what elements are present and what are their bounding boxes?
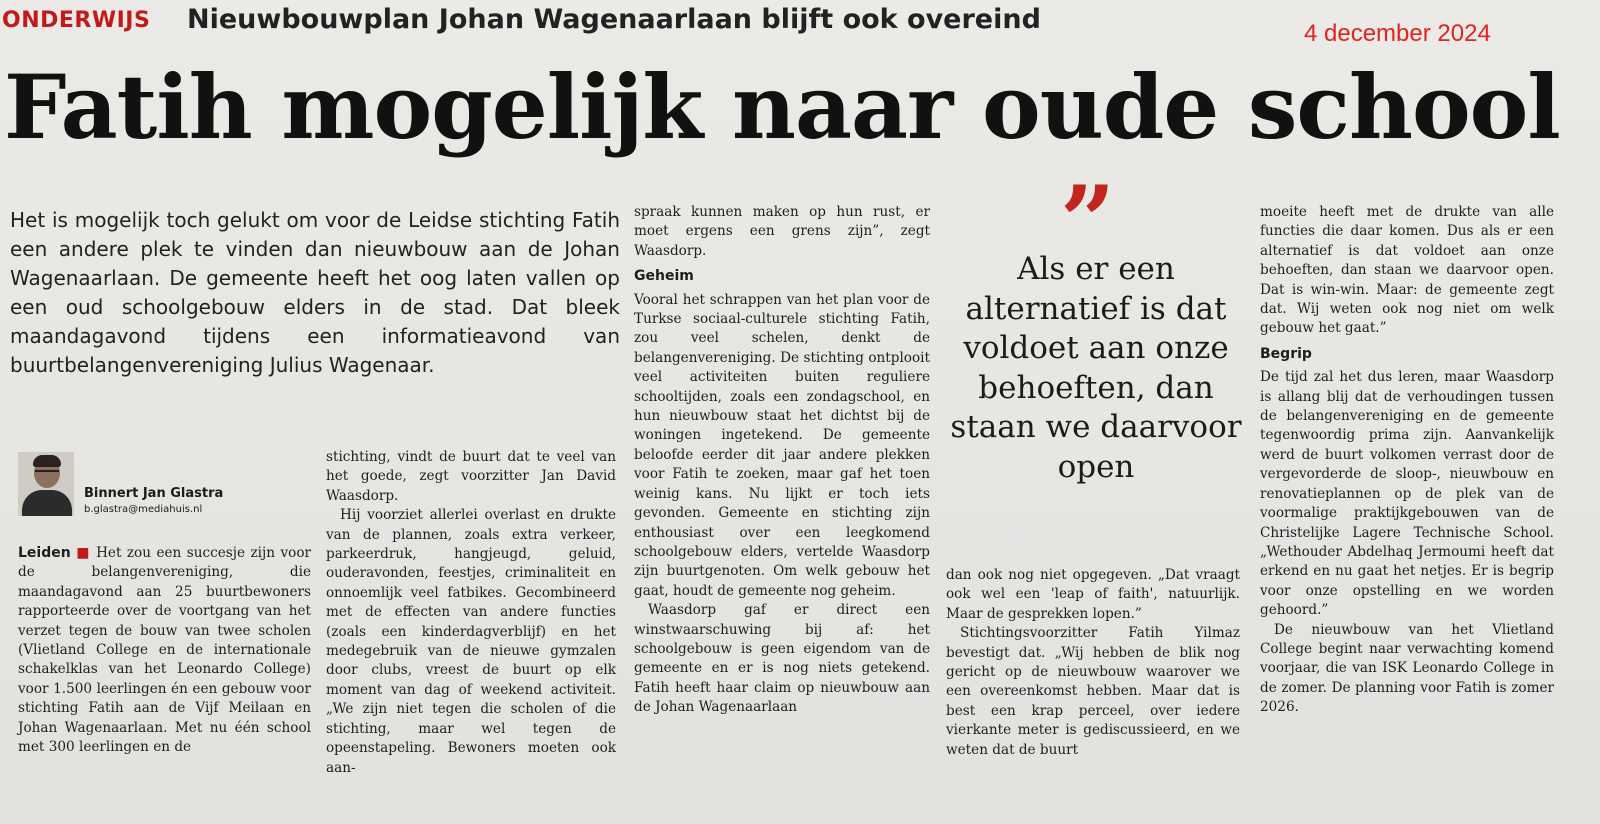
column-paragraph: Vooral het schrappen van het plan voor de Turkse sociaal-culturele stichting Fatih, zou veel schelen, denkt de belangenvereniging. De stichting ontplooit veel activiteiten buiten reguliere schooltijden, zoals een zondagschool, en hun nieuwbouw staat het dichtst bij de woningen ingetekend. De gemeente beloofde eerder dit jaar andere plekken voor Fatih te zoeken, maar gaf het toen weinig kans. Nu lijkt er toch iets gevonden. Gemeente en stichting zijn enthousiast over een leegkomend schoolgebouw elders, vertelde Waasdorp zijn buurtgenoten. Om welk gebouw het gaat, houdt de gemeente nog geheim. bbox=[634, 291, 930, 599]
quote-mark-icon: ” bbox=[1060, 165, 1116, 278]
column-paragraph: Hij voorziet allerlei overlast en drukte van de plannen, zoals extra verkeer, parkeerdruk, hangjeugd, geluid, ouderavonden, feestjes, criminaliteit en onnoemlijk veel fatbikes. Gecombineerd met de effecten van andere functies (zoals een kinderdagverblijf) en het medegebruik van de nieuwe gymzalen door clubs, vreest de buurt op elk moment van dag of weekend activiteit. „We zijn niet tegen die scholen of die stichting, maar wel tegen de opeenstapeling. Bewoners moeten ook aan- bbox=[326, 507, 616, 776]
intro-text: Het is mogelijk toch gelukt om voor de Leidse stichting Fatih een andere plek te vinden dan nieuwbouw aan de Johan Wagenaarlaan. De gemeente heeft het oog laten vallen op een oud schoolgebouw elders in de stad. Dat bleek maandagavond tijdens een informatieavond van buurtbelangenvereniging Julius Wagenaar. bbox=[10, 208, 620, 377]
author-email: b.glastra@mediahuis.nl bbox=[84, 504, 203, 515]
subheading-geheim: Geheim bbox=[634, 268, 694, 285]
author-name: Binnert Jan Glastra bbox=[84, 486, 224, 501]
byline bbox=[18, 452, 318, 524]
column-paragraph: dan ook nog niet opgegeven. „Dat vraagt ook wel een 'leap of faith', natuurlijk. Maar de gesprekken lopen.” bbox=[946, 567, 1240, 622]
intro-paragraph bbox=[10, 206, 620, 380]
column-paragraph: De nieuwbouw van het Vlietland College begint naar verwachting komend voorjaar, die van ISK Leonardo College in de zomer. De planning voor Fatih is zomer 2026. bbox=[1260, 621, 1554, 716]
column-paragraph: spraak kunnen maken op hun rust, er moet ergens een grens zijn”, zegt Waasdorp. bbox=[634, 204, 930, 259]
article-column-3 bbox=[634, 203, 930, 718]
subheadline: Nieuwbouwplan Johan Wagenaarlaan blijft ook overeind bbox=[187, 4, 1041, 35]
subheading-begrip: Begrip bbox=[1260, 345, 1312, 362]
dateline: Leiden bbox=[18, 545, 71, 561]
column-text: Het zou een succesje zijn voor de belangenvereniging, die maandagavond aan 25 buurtbewoners rapporteerde over de voortgang van het verzet tegen de bouw van twee scholen (Vlietland College en de internationale schakelklas van het Leonardo College) voor 1.500 leerlingen én een gebouw voor stichting Fatih aan de Vijf Meilaan en Johan Wagenaarlaan. Met nu één school met 300 leerlingen en de bbox=[18, 545, 312, 756]
author-avatar bbox=[18, 452, 74, 516]
article-column-5 bbox=[1260, 203, 1554, 718]
column-paragraph: De tijd zal het dus leren, maar Waasdorp is allang blij dat de verhoudingen tussen de belangenvereniging en de gemeente tegenwoordig prima zijn. Aanvankelijk werd de buurt volkomen verrast door de vergevorderde de sloop-, nieuwbouw en renovatieplannen op de plek van de voormalige praktijkgebouwen van de Christelijke Lagere Technische School. „Wethouder Abdelhaq Jermoumi heeft dat erkend en nu gaat het netjes. Er is begrip voor onze opstelling en we worden gehoord.” bbox=[1260, 369, 1554, 619]
column-paragraph: Waasdorp gaf er direct een winstwaarschuwing bij af: het schoolgebouw is geen eigendom van de gemeente en er is nog niets getekend. Fatih heeft haar claim op nieuwbouw aan de Johan Wagenaarlaan bbox=[634, 602, 930, 716]
pull-quote: Als er een alternatief is dat voldoet aan onze behoeften, dan staan we daarvoor open bbox=[950, 251, 1242, 485]
column-paragraph: moeite heeft met de drukte van alle functies die daar komen. Dus als er een alternatief is dat voldoet aan onze behoeften, dan staan we daarvoor open. Dat is win-win. Maar: de gemeente zegt dat. Wij weten ook nog niet om welk gebouw het gaat.” bbox=[1260, 204, 1554, 337]
article-column-2 bbox=[326, 448, 616, 778]
article-column-1 bbox=[18, 544, 311, 757]
section-kicker: ONDERWIJS bbox=[2, 8, 151, 33]
publication-date: 4 december 2024 bbox=[1304, 20, 1491, 47]
column-paragraph bbox=[18, 544, 311, 757]
headline: Fatih mogelijk naar oude school bbox=[4, 55, 1560, 159]
dateline-square-icon: ■ bbox=[76, 545, 91, 561]
article-column-4 bbox=[946, 566, 1240, 760]
column-paragraph: stichting, vindt de buurt dat te veel van het goede, zegt voorzitter Jan David Waasdorp. bbox=[326, 449, 616, 504]
column-paragraph: Stichtingsvoorzitter Fatih Yilmaz bevestigt dat. „Wij hebben de blik nog gericht op de nieuwbouw waarover we een overeenkomst hebben. Maar dat is best een krap perceel, over iedere vierkante meter is gediscussieerd, en we weten dat de buurt bbox=[946, 625, 1240, 758]
